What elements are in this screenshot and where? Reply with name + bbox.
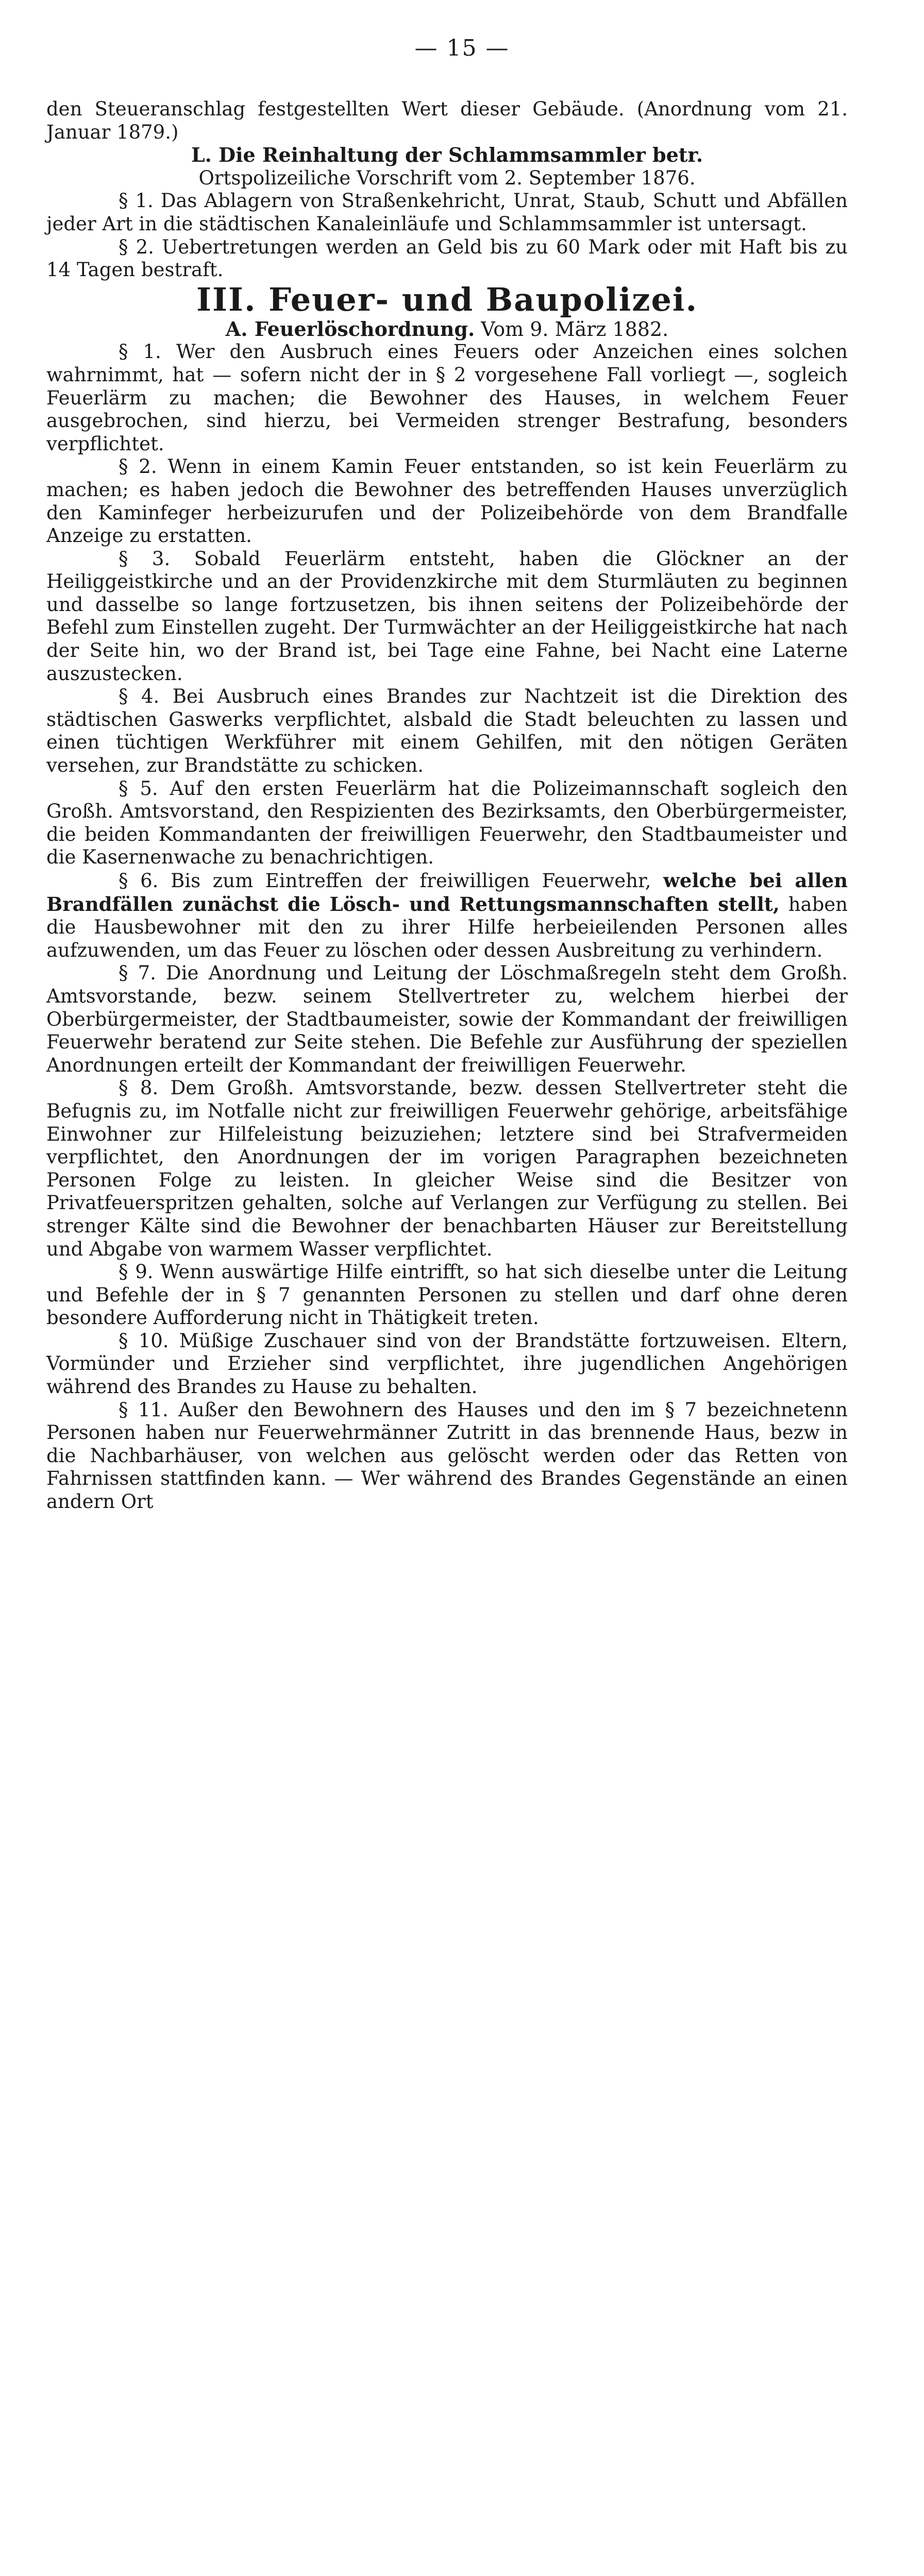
paragraph-6: [46, 869, 848, 962]
page-number: — 15 —: [414, 35, 510, 61]
paragraph-l-1: § 1. Das Ablagern von Straßenkehricht, Unrat, Staub, Schutt und Abfällen jeder Art in die städtischen Kanaleinläufe und Schlammsammler ist untersagt.: [46, 190, 848, 235]
paragraph-11: § 11. Außer den Bewohnern des Hauses und den im § 7 bezeichnetenn Personen haben nur Feuerwehrmänner Zutritt in das brennende Haus, bezw in die Nachbarhäuser, von welchen aus gelöscht werden oder das Retten von Fahrnissen stattfinden kann. — Wer während des Brandes Gegenstände an einen andern Ort: [46, 1398, 848, 1513]
paragraph-continued: den Steueranschlag festgestellten Wert dieser Gebäude. (Anordnung vom 21. Januar 1879.): [46, 98, 848, 143]
section-subheading-l: Ortspolizeiliche Vorschrift vom 2. September 1876.: [198, 166, 696, 189]
paragraph-4: § 4. Bei Ausbruch eines Brandes zur Nachtzeit ist die Direktion des städtischen Gaswerks verpflichtet, alsbald die Stadt beleuchten zu lassen und einen tüchtigen Werkführer mit einem Gehilfen, mit den nötigen Geräten versehen, zur Brandstätte zu schicken.: [46, 685, 848, 777]
paragraph-10: § 10. Müßige Zuschauer sind von der Brandstätte fortzuweisen. Eltern, Vormünder und Erzieher sind verpflichtet, ihre jugendlichen Angehörigen während des Brandes zu Hause zu behalten.: [46, 1329, 848, 1398]
paragraph-5: § 5. Auf den ersten Feuerlärm hat die Polizeimannschaft sogleich den Großh. Amtsvorstand, den Respizienten des Bezirksamts, den Oberbürgermeister, die beiden Kommandanten der freiwilligen Feuerwehr, den Stadtbaumeister und die Kasernenwache zu benachrichtigen.: [46, 777, 848, 869]
paragraph-6-end: haben die Hausbewohner mit den zu ihrer Hilfe herbeieilenden Personen alles aufzuwenden, um das Feuer zu löschen oder dessen Ausbreitung zu verhindern.: [46, 893, 848, 961]
paragraph-6-emphasis: welche bei allen Brandfällen zunächst die Lösch- und Rettungsmannschaften stellt,: [46, 869, 848, 916]
paragraph-l-2: § 2. Uebertretungen werden an Geld bis zu 60 Mark oder mit Haft bis zu 14 Tagen bestraft.: [46, 235, 848, 281]
paragraph-3: § 3. Sobald Feuerlärm entsteht, haben die Glöckner an der Heiliggeistkirche und an der Providenzkirche mit dem Sturmläuten zu beginnen und dasselbe so lange fortzusetzen, bis ihnen seitens der Polizeibehörde der Befehl zum Einstellen zugeht. Der Turmwächter an der Heiliggeistkirche hat nach der Seite hin, wo der Brand ist, bei Tage eine Fahne, bei Nacht eine Laterne auszustecken.: [46, 547, 848, 685]
paragraph-8: § 8. Dem Großh. Amtsvorstande, bezw. dessen Stellvertreter steht die Befugnis zu, im Notfalle nicht zur freiwilligen Feuerwehr gehörige, arbeitsfähige Einwohner zur Hilfeleistung beizuziehen; letztere sind bei Strafvermeiden verpflichtet, den Anordnungen der im vorigen Paragraphen bezeichneten Personen Folge zu leisten. In gleicher Weise sind die Besitzer von Privatfeuerspritzen gehalten, solche auf Verlangen zur Verfügung zu stellen. Bei strenger Kälte sind die Bewohner der benachbarten Häuser zur Bereitstellung und Abgabe von warmem Wasser verpflichtet.: [46, 1077, 848, 1260]
section-heading-l: L. Die Reinhaltung der Schlammsammler betr.: [191, 143, 703, 167]
footer-bar: [0, 1539, 924, 1603]
paragraph-1: § 1. Wer den Ausbruch eines Feuers oder Anzeichen eines solchen wahrnimmt, hat — sofern nicht der in § 2 vorgesehene Fall vorliegt —, sogleich Feuerlärm zu machen; die Bewohner des Hauses, in welchem Feuer ausgebrochen, sind hierzu, bei Vermeiden strenger Bestrafung, besonders verpflichtet.: [46, 341, 848, 455]
paragraph-2: § 2. Wenn in einem Kamin Feuer entstanden, so ist kein Feuerlärm zu machen; es haben jedoch die Bewohner des betreffenden Hauses unverzüglich den Kaminfeger herbeizurufen und der Polizeibehörde von dem Brandfalle Anzeige zu erstatten.: [46, 455, 848, 547]
paragraph-6-start: § 6. Bis zum Eintreffen der freiwilligen Feuerwehr,: [119, 870, 651, 892]
page-text: [46, 98, 848, 1514]
section-heading-a-date: Vom 9. März 1882.: [481, 317, 669, 341]
section-heading-a-title: A. Feuerlöschordnung.: [225, 317, 475, 341]
paragraph-7: § 7. Die Anordnung und Leitung der Löschmaßregeln steht dem Großh. Amtsvorstande, bezw. seinem Stellvertreter zu, welchem hierbei der Oberbürgermeister, der Stadtbaumeister, sowie der Kommandant der freiwilligen Feuerwehr beratend zur Seite stehen. Die Befehle zur Ausführung der speziellen Anordnungen erteilt der Kommandant der freiwilligen Feuerwehr.: [46, 962, 848, 1076]
chapter-heading-iii: III. Feuer- und Baupolizei.: [196, 280, 698, 318]
section-heading-a: [46, 318, 848, 341]
paragraph-9: § 9. Wenn auswärtige Hilfe eintrifft, so hat sich dieselbe unter die Leitung und Befehle der in § 7 genannten Personen zu stellen und darf ohne deren besondere Aufforderung nicht in Thätigkeit treten.: [46, 1261, 848, 1329]
